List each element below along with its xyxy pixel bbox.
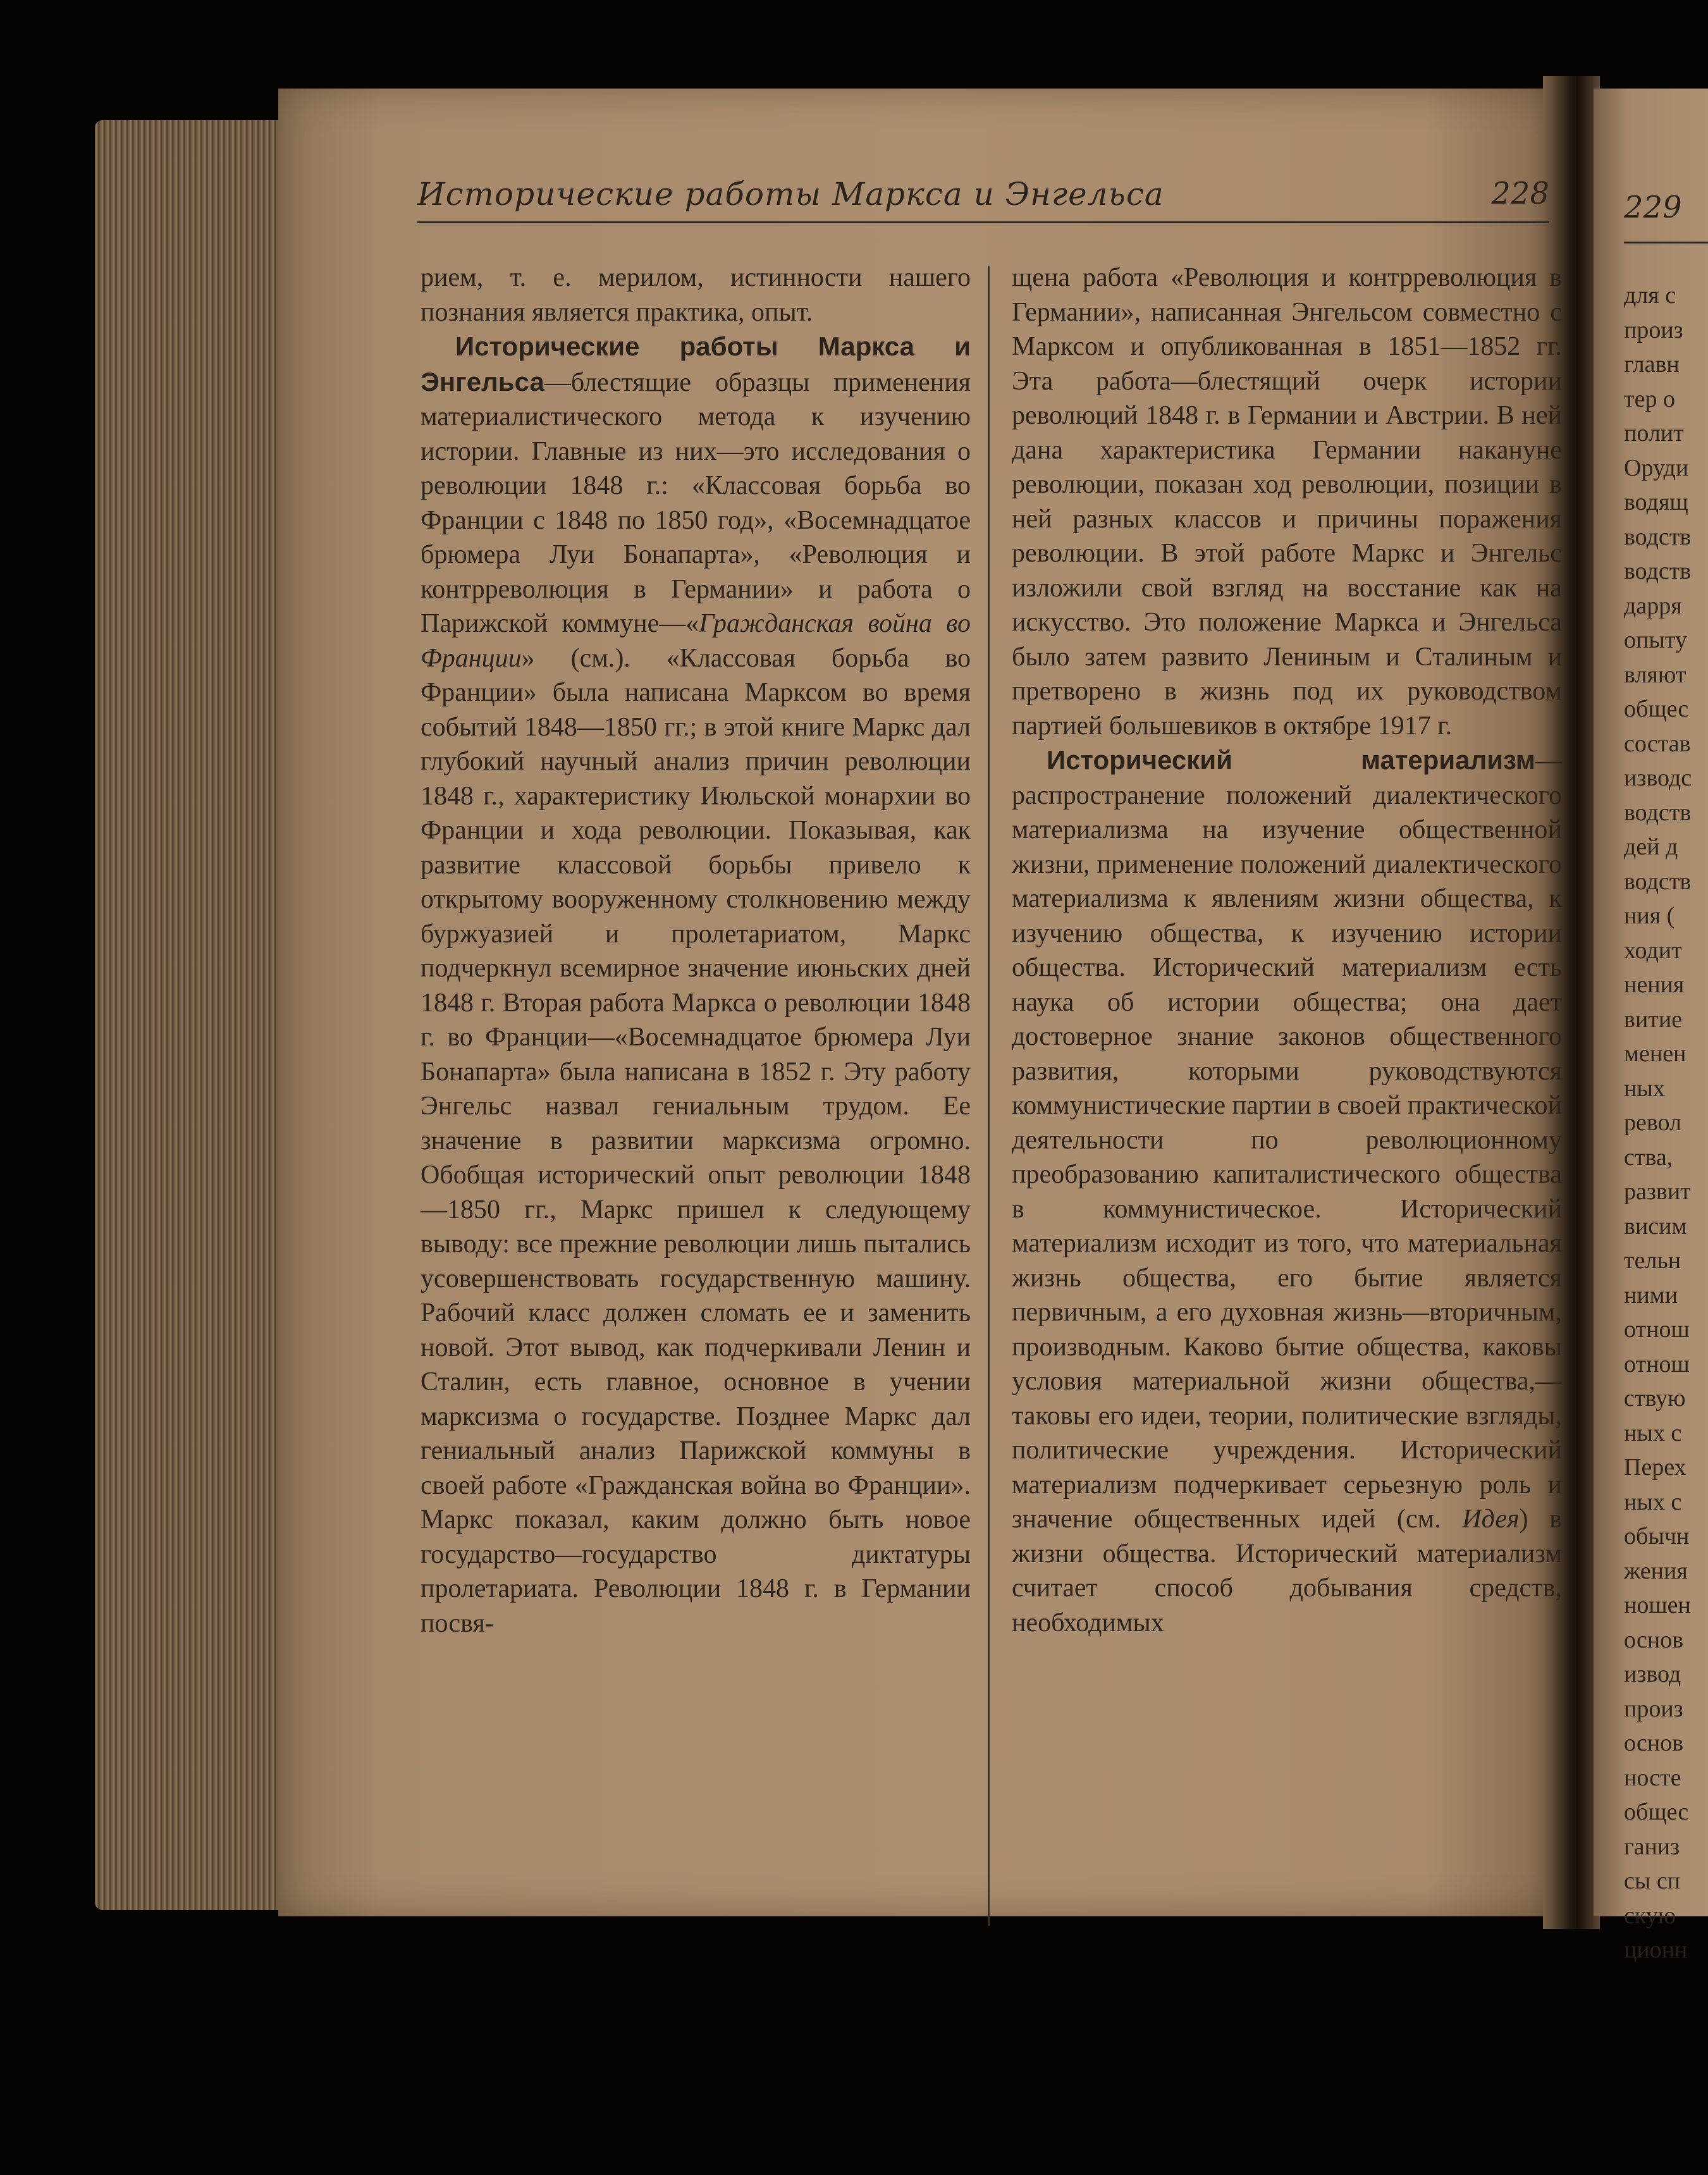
right-page-text-fragments xyxy=(1624,278,1708,1968)
right-page-line: водств xyxy=(1624,799,1692,826)
right-header-rule xyxy=(1624,242,1708,243)
right-page-line: основ xyxy=(1624,1730,1684,1756)
right-page-line: общес xyxy=(1624,1799,1689,1825)
right-page-line: развит xyxy=(1624,1178,1691,1205)
right-page-line: произ xyxy=(1624,1695,1683,1722)
right-page-line: дарря xyxy=(1624,592,1682,619)
right-page-line: водств xyxy=(1624,558,1692,584)
right-page-line: витие xyxy=(1624,1006,1683,1033)
right-page-line: Оруди xyxy=(1624,454,1689,481)
right-page-line: ционн xyxy=(1624,1937,1688,1963)
right-page-line: общес xyxy=(1624,696,1689,722)
cross-reference: Гражданская война во Франции xyxy=(421,609,971,673)
right-page-line: висим xyxy=(1624,1212,1687,1240)
right-page-line: водств xyxy=(1624,523,1692,550)
right-page-line: отнош xyxy=(1624,1350,1690,1377)
right-page-line: ствую xyxy=(1624,1385,1686,1412)
right-page-line: произ xyxy=(1624,316,1683,343)
right-page-line: извод xyxy=(1624,1661,1681,1687)
right-page-line: ганиз xyxy=(1624,1833,1680,1860)
right-page-line: опыту xyxy=(1624,627,1687,653)
right-page-line: ных с xyxy=(1624,1419,1682,1446)
right-page-line: жения xyxy=(1624,1557,1688,1584)
right-page-line: ных xyxy=(1624,1075,1665,1102)
entry-text: —распространение положений диалектического материализма на изучение общественной жизни, применение положений диалектического материализма к явлениям жизни общества, к изучению общества, к изучению истории общества. Исторический материализм есть наука об истории общества; она дает достоверное знание законов общественного развития, которыми руководствуются коммунистические партии в своей практической деятельности по революционному преобразованию капиталистического общества в коммунистическое. Исторический материализм исходит из того, что материальная жизнь общества, его бытие является первичным, а его духовная жизнь—вторичным, производным. Каково бытие общества, каковы условия материальной жизни общества,—таковы его идеи, теории, политические взгляды, политические учреждения. Исторический материализм подчеркивает серьезную роль и значение общественных идей (см. xyxy=(1012,746,1562,1534)
right-page-line: менен xyxy=(1624,1040,1686,1067)
entry-text: » (см.). «Классовая борьба во Франции» была написана Марксом во время событий 1848—1850 гг.; в этой книге Маркс дал глубокий научный анализ причин революции 1848 г., характеристику Июльской монархии во Франции и хода революции. Показывая, как развитие классовой борьбы привело к открытому вооруженному столкновению между буржуазией и пролетариатом, Маркс подчеркнул всемирное значение июньских дней 1848 г. Вторая работа Маркса о революции 1848 г. во Франции—«Восемнадцатое брюмера Луи Бонапарта» была написана в 1852 г. Эту работу Энгельс назвал гениальным трудом. Ее значение в развитии марксизма огромно. Обобщая исторический опыт революции 1848—1850 гг., Маркс пришел к следующему выводу: все прежние революции лишь пытались усовершенствовать государственную машину. Рабочий класс должен сломать ее и заменить новой. Этот вывод, как подчеркивали Ленин и Сталин, есть главное, основное в учении марксизма о государстве. Позднее Маркс дал гениальный анализ Парижской коммуны в своей работе «Гражданская война во Франции». Маркс показал, каким должно быть новое государство—государство диктатуры пролетариата. Революции 1848 г. в Германии посвя- xyxy=(421,643,971,1638)
text-column-2 xyxy=(1012,261,1562,1640)
right-page-line: отнош xyxy=(1624,1316,1690,1343)
cross-reference: Идея xyxy=(1462,1505,1520,1534)
right-page-line: водств xyxy=(1624,868,1692,895)
book-page-edges xyxy=(95,120,285,1910)
paragraph-continuation: рием, т. е. мерилом, истинности нашего познания является практика, опыт. xyxy=(421,263,971,327)
right-page-line: ходит xyxy=(1624,937,1682,964)
right-page-line: водящ xyxy=(1624,489,1688,515)
entry-historical-materialism xyxy=(1012,743,1562,1640)
right-page-line: ных с xyxy=(1624,1488,1682,1515)
right-page-line: сы сп xyxy=(1624,1868,1681,1894)
right-page-line: ства, xyxy=(1624,1143,1673,1171)
right-page-line: Перех xyxy=(1624,1454,1686,1481)
entry-term: Исторические работы Маркса и Энгельса xyxy=(421,331,971,397)
right-page-line: дей д xyxy=(1624,834,1678,860)
right-page-line: состав xyxy=(1624,730,1691,757)
right-page-line: вляют xyxy=(1624,661,1686,688)
text-column-1 xyxy=(421,261,971,1641)
column-divider xyxy=(988,266,990,1926)
right-page-line: носте xyxy=(1624,1764,1681,1791)
right-page-line: револ xyxy=(1624,1109,1682,1136)
right-page-line: тельн xyxy=(1624,1247,1681,1274)
running-title: Исторические работы Маркса и Энгельса xyxy=(417,176,1164,213)
right-page-line: нения xyxy=(1624,971,1685,998)
header-rule xyxy=(417,221,1549,223)
right-page-line: ними xyxy=(1624,1281,1678,1309)
right-page-line: обычн xyxy=(1624,1523,1690,1550)
right-page-line: тер о xyxy=(1624,385,1675,412)
right-page-line: главн xyxy=(1624,351,1680,378)
page-number-left: 228 xyxy=(1491,176,1549,211)
entry-text: ) в жизни общества. Исторический материализм считает способ добывания средств, необходимых xyxy=(1012,1505,1562,1637)
right-page-line: ния ( xyxy=(1624,903,1675,929)
entry-term: Исторический материализм xyxy=(1047,745,1535,775)
entry-marx-engels-historical-works xyxy=(421,330,971,1641)
right-page-line: скую xyxy=(1624,1902,1676,1929)
left-page-header xyxy=(417,171,1549,221)
paragraph-continuation: щена работа «Революция и контрреволюция в Германии», написанная Энгельсом совместно с Марксом и опубликованная в 1851—1852 гг. Эта работа—блестящий очерк истории революций 1848 г. в Германии и Австрии. В ней дана характеристика Германии накануне революции, показан ход революции, позиции в ней разных классов и причины поражения революции. В этой работе Маркс и Энгельс изложили свой взгляд на восстание как на искусство. Это положение Маркса и Энгельса было затем развито Лениным и Сталиным и претворено в жизнь под их руководством партией большевиков в октябре 1917 г. xyxy=(1012,263,1562,741)
page-number-right: 229 xyxy=(1624,190,1682,225)
right-page-line: ношен xyxy=(1624,1592,1691,1618)
right-page-line: основ xyxy=(1624,1626,1684,1653)
entry-text: —блестящие образцы применения материалистического метода к изучению истории. Главные из них—это исследования о революции 1848 г.: «Классовая борьба во Франции с 1848 по 1850 год», «Восемнадцатое брюмера Луи Бонапарта», «Революция и контрреволюция в Германии» и работа о Парижской коммуне—« xyxy=(421,367,971,638)
right-page-line: для с xyxy=(1624,282,1676,309)
right-page-line: полит xyxy=(1624,420,1684,447)
right-page-line: изводс xyxy=(1624,765,1692,791)
